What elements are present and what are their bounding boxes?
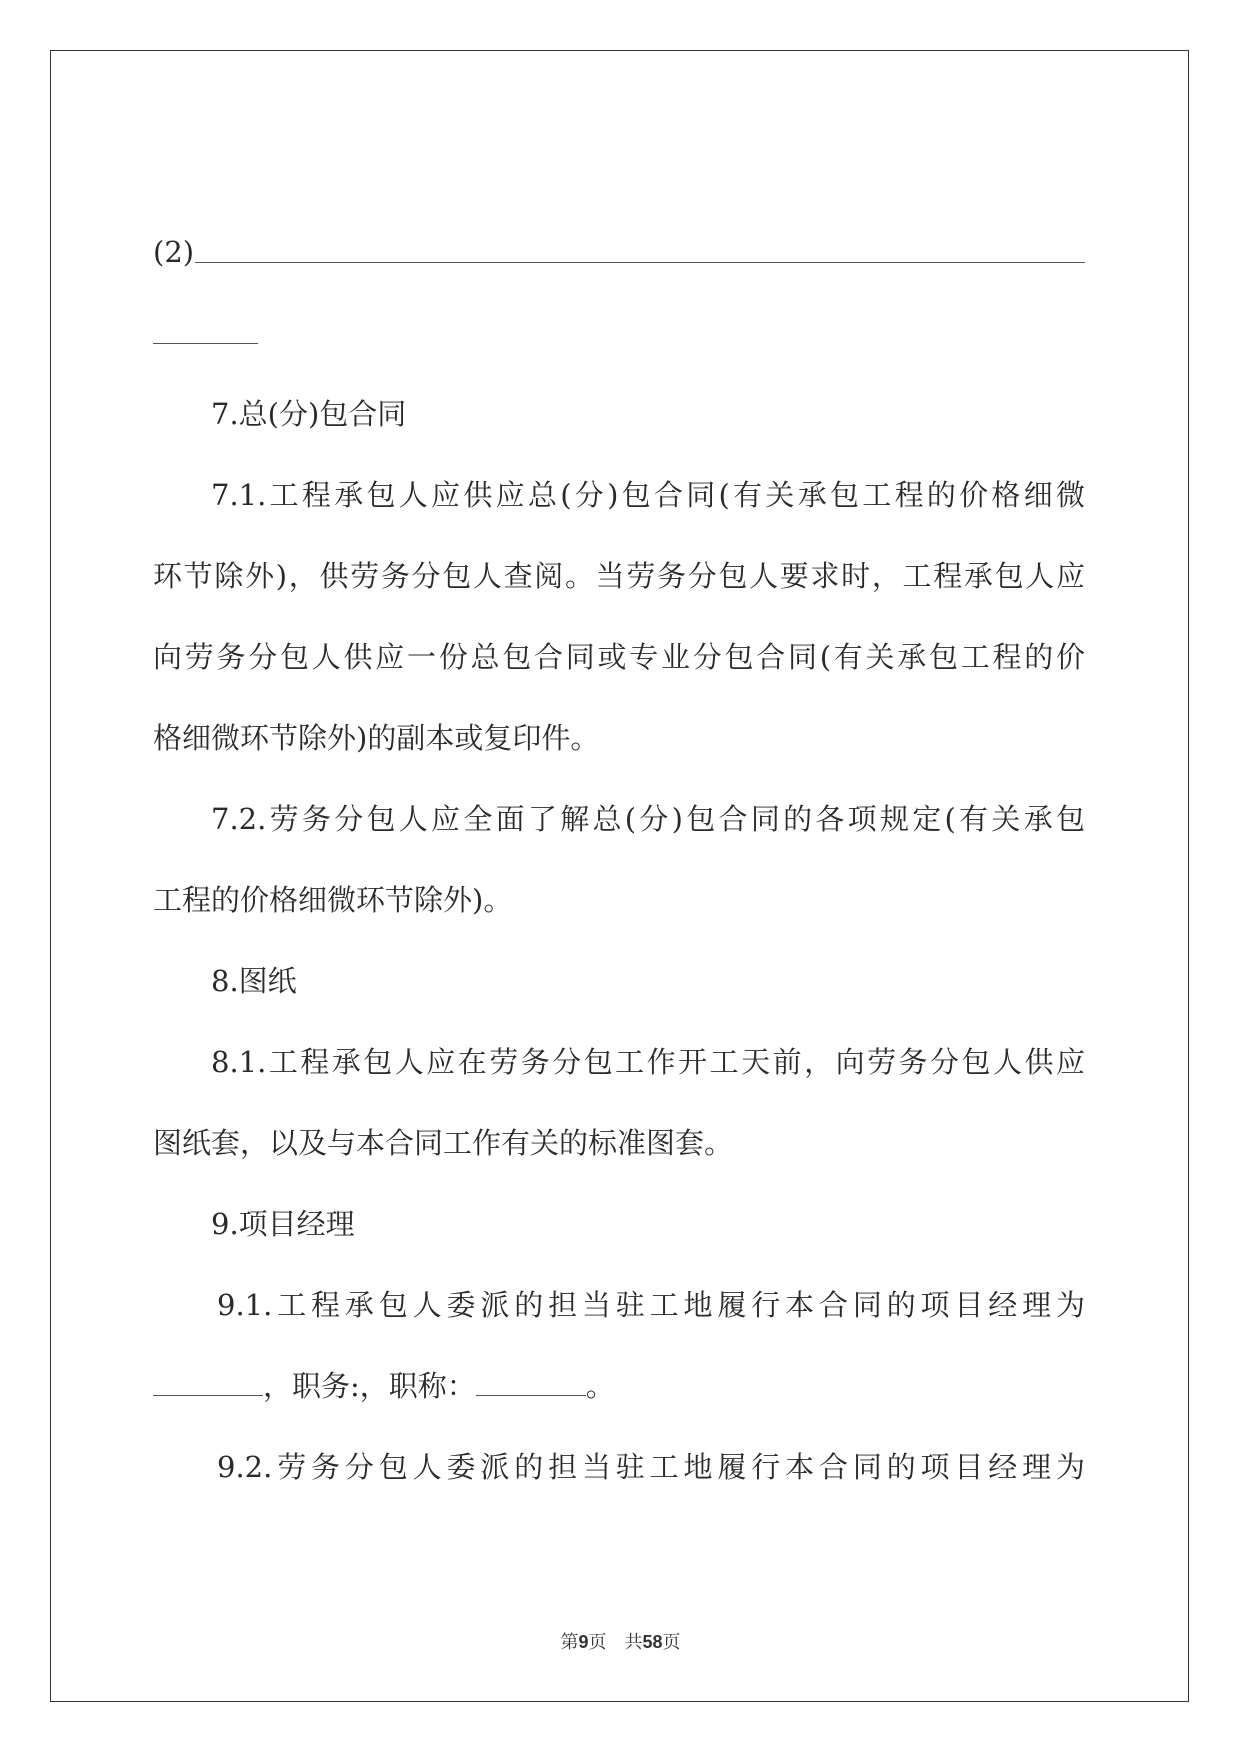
paragraph-7-2-line-2: 工程的价格细微环节除外)。 — [153, 883, 513, 917]
document-body — [153, 212, 1085, 1508]
paragraph-9-1-line-1: 9.1.工程承包人委派的担当驻工地履行本合同的项目经理为 — [217, 1288, 1085, 1322]
paragraph-8-1-line-2: 图纸套，以及与本合同工作有关的标准图套。 — [153, 1126, 734, 1160]
heading-section-8: 8.图纸 — [211, 964, 297, 998]
footer-total-prefix: 共 — [624, 1632, 643, 1653]
footer-prefix: 第 — [560, 1632, 579, 1653]
item-2-line — [153, 212, 1085, 293]
paragraph-9-2-line-1: 9.2.劳务分包人委派的担当驻工地履行本合同的项目经理为 — [217, 1450, 1085, 1484]
paragraph-9-1-end: 。 — [585, 1369, 615, 1403]
page-footer — [0, 1628, 1241, 1654]
paragraph-9-1-text-title: ，职务:，职称： — [263, 1369, 476, 1403]
heading-section-9: 9.项目经理 — [211, 1207, 355, 1241]
footer-total-pages: 58 — [642, 1632, 663, 1652]
blank-manager-name — [153, 1367, 263, 1396]
paragraph-7-1-line-1: 7.1.工程承包人应供应总(分)包合同(有关承包工程的价格细微 — [211, 478, 1085, 512]
item-2-label: (2) — [153, 235, 195, 269]
fill-in-blank-short — [153, 343, 258, 344]
paragraph-7-1-line-3: 向劳务分包人供应一份总包合同或专业分包合同(有关承包工程的价 — [153, 640, 1085, 674]
paragraph-8-1-line-1: 8.1.工程承包人应在劳务分包工作开工天前，向劳务分包人供应 — [211, 1045, 1085, 1079]
item-2-continuation — [153, 293, 1085, 374]
footer-total-suffix: 页 — [662, 1632, 681, 1653]
heading-section-7: 7.总(分)包合同 — [211, 397, 407, 431]
footer-page-suffix: 页 — [588, 1632, 607, 1653]
paragraph-7-1-line-2: 环节除外)，供劳务分包人查阅。当劳务分包人要求时，工程承包人应 — [153, 559, 1085, 593]
footer-page-number: 9 — [578, 1632, 589, 1652]
fill-in-blank-long — [195, 262, 1085, 263]
paragraph-7-1-line-4: 格细微环节除外)的副本或复印件。 — [153, 721, 600, 755]
paragraph-7-2-line-1: 7.2.劳务分包人应全面了解总(分)包合同的各项规定(有关承包 — [211, 802, 1085, 836]
paragraph-9-1-line-2 — [153, 1346, 1085, 1427]
blank-manager-title — [476, 1367, 586, 1396]
